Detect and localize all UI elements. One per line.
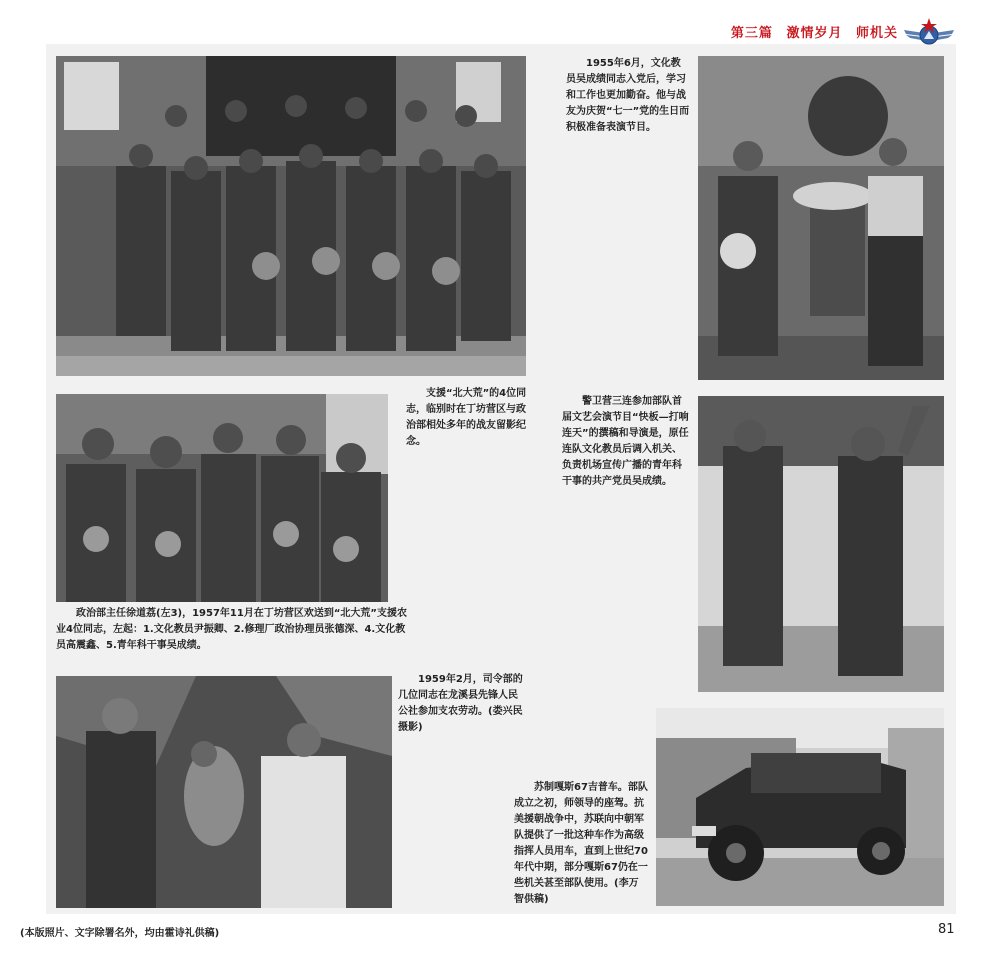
performance-photo-caption: 警卫营三连参加部队首届文艺会演节目“快板—打响连天”的撰稿和导演是，原任连队文化教员后调入机关、负责机场宣传广播的青年科干事的共产党员吴成绩。 xyxy=(562,396,689,487)
five-men-photo-caption: 政治部主任徐道荔(左3)，1957年11月在丁坊营区欢送到“北大荒”支援农业4位同志，左起：1.文化教员尹振卿、2.修理厂政治协理员张德深、4.文化教员高震鑫、5.青年科干事吴成绩。 xyxy=(56,608,407,651)
section-title: 师机关 xyxy=(855,26,898,41)
jeep-photo-caption: 苏制嘎斯67吉普车。部队成立之初，师领导的座驾。抗美援朝战争中，苏联向中朝军队提供了一批这种车作为高级指挥人员用车，直到上世纪70年代中期，部分嘎斯67仍在一些机关甚至部队使用。(李万智供稿) xyxy=(514,782,648,905)
air-force-wings-icon xyxy=(902,16,956,50)
group-photo-caption: 支援“北大荒”的4位同志，临别时在丁坊营区与政治部相处多年的战友留影纪念。 xyxy=(406,388,527,447)
banana-photo xyxy=(56,676,392,908)
music-photo xyxy=(698,56,944,380)
page-header xyxy=(723,22,898,41)
music-photo-caption: 1955年6月，文化教员吴成绩同志入党后，学习和工作也更加勤奋。他与战友为庆贺“七一”党的生日而积极准备表演节目。 xyxy=(566,58,690,133)
group-photo xyxy=(56,56,526,376)
five-men-photo xyxy=(56,394,388,602)
page-number: 81 xyxy=(938,922,955,937)
jeep-photo xyxy=(656,708,944,906)
banana-photo-caption: 1959年2月，司令部的几位同志在龙溪县先锋人民公社参加支农劳动。(娄兴民摄影) xyxy=(398,674,523,733)
part-title: 激情岁月 xyxy=(786,26,843,41)
part-label: 第三篇 xyxy=(730,26,773,41)
performance-photo xyxy=(698,396,944,692)
credit-note: (本版照片、文字除署名外，均由霍诗礼供稿) xyxy=(20,928,220,939)
